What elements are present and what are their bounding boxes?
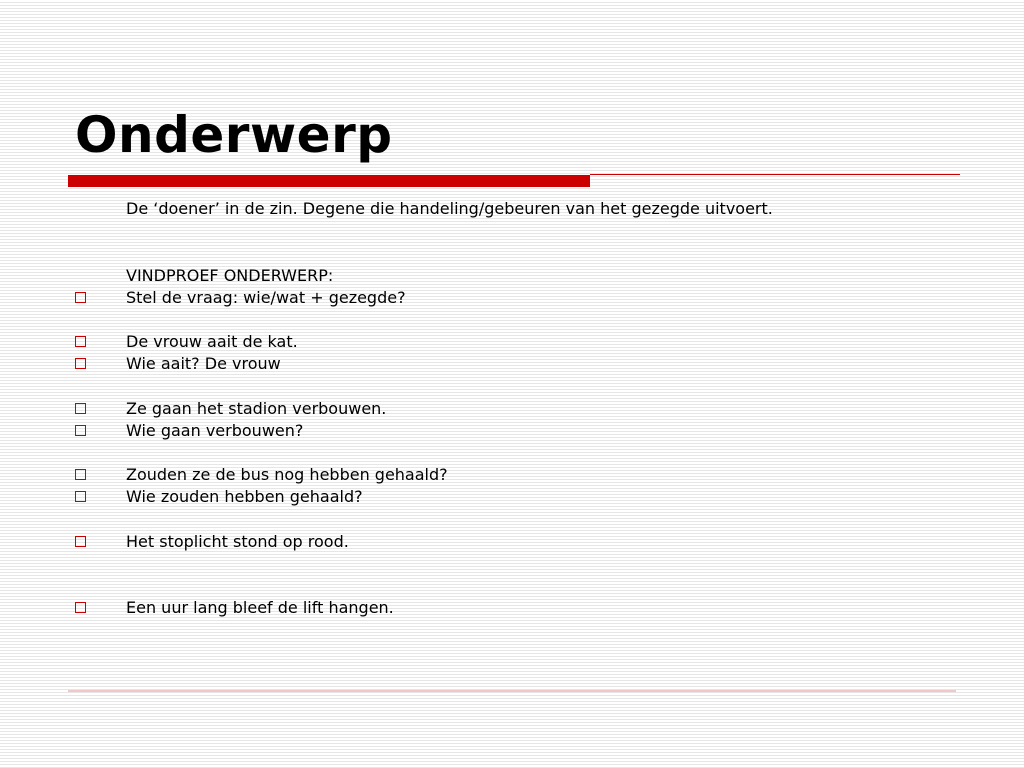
list-item: De vrouw aait de kat. <box>126 332 298 351</box>
hollow-square-bullet-icon <box>75 358 86 369</box>
hollow-square-bullet-icon <box>75 336 86 347</box>
hollow-square-bullet-icon <box>75 292 86 303</box>
hollow-square-bullet-icon <box>75 425 86 436</box>
hollow-square-bullet-icon <box>75 403 86 414</box>
hollow-square-bullet-icon <box>75 469 86 480</box>
subheading-text: VINDPROEF ONDERWERP: <box>126 266 334 285</box>
title-underline-line <box>590 174 960 175</box>
footer-divider <box>68 690 956 692</box>
list-item: Wie zouden hebben gehaald? <box>126 487 363 506</box>
list-item: Zouden ze de bus nog hebben gehaald? <box>126 465 448 484</box>
slide-title: Onderwerp <box>75 106 393 164</box>
hollow-square-bullet-icon <box>75 491 86 502</box>
list-item: Stel de vraag: wie/wat + gezegde? <box>126 288 406 307</box>
list-item: Een uur lang bleef de lift hangen. <box>126 598 394 617</box>
list-item: Ze gaan het stadion verbouwen. <box>126 399 387 418</box>
list-item: Wie gaan verbouwen? <box>126 421 304 440</box>
title-underline-bar <box>68 175 590 187</box>
hollow-square-bullet-icon <box>75 536 86 547</box>
list-item: Wie aait? De vrouw <box>126 354 281 373</box>
definition-text: De ‘doener’ in de zin. Degene die handeling/gebeuren van het gezegde uitvoert. <box>126 199 773 218</box>
list-item: Het stoplicht stond op rood. <box>126 532 349 551</box>
hollow-square-bullet-icon <box>75 602 86 613</box>
